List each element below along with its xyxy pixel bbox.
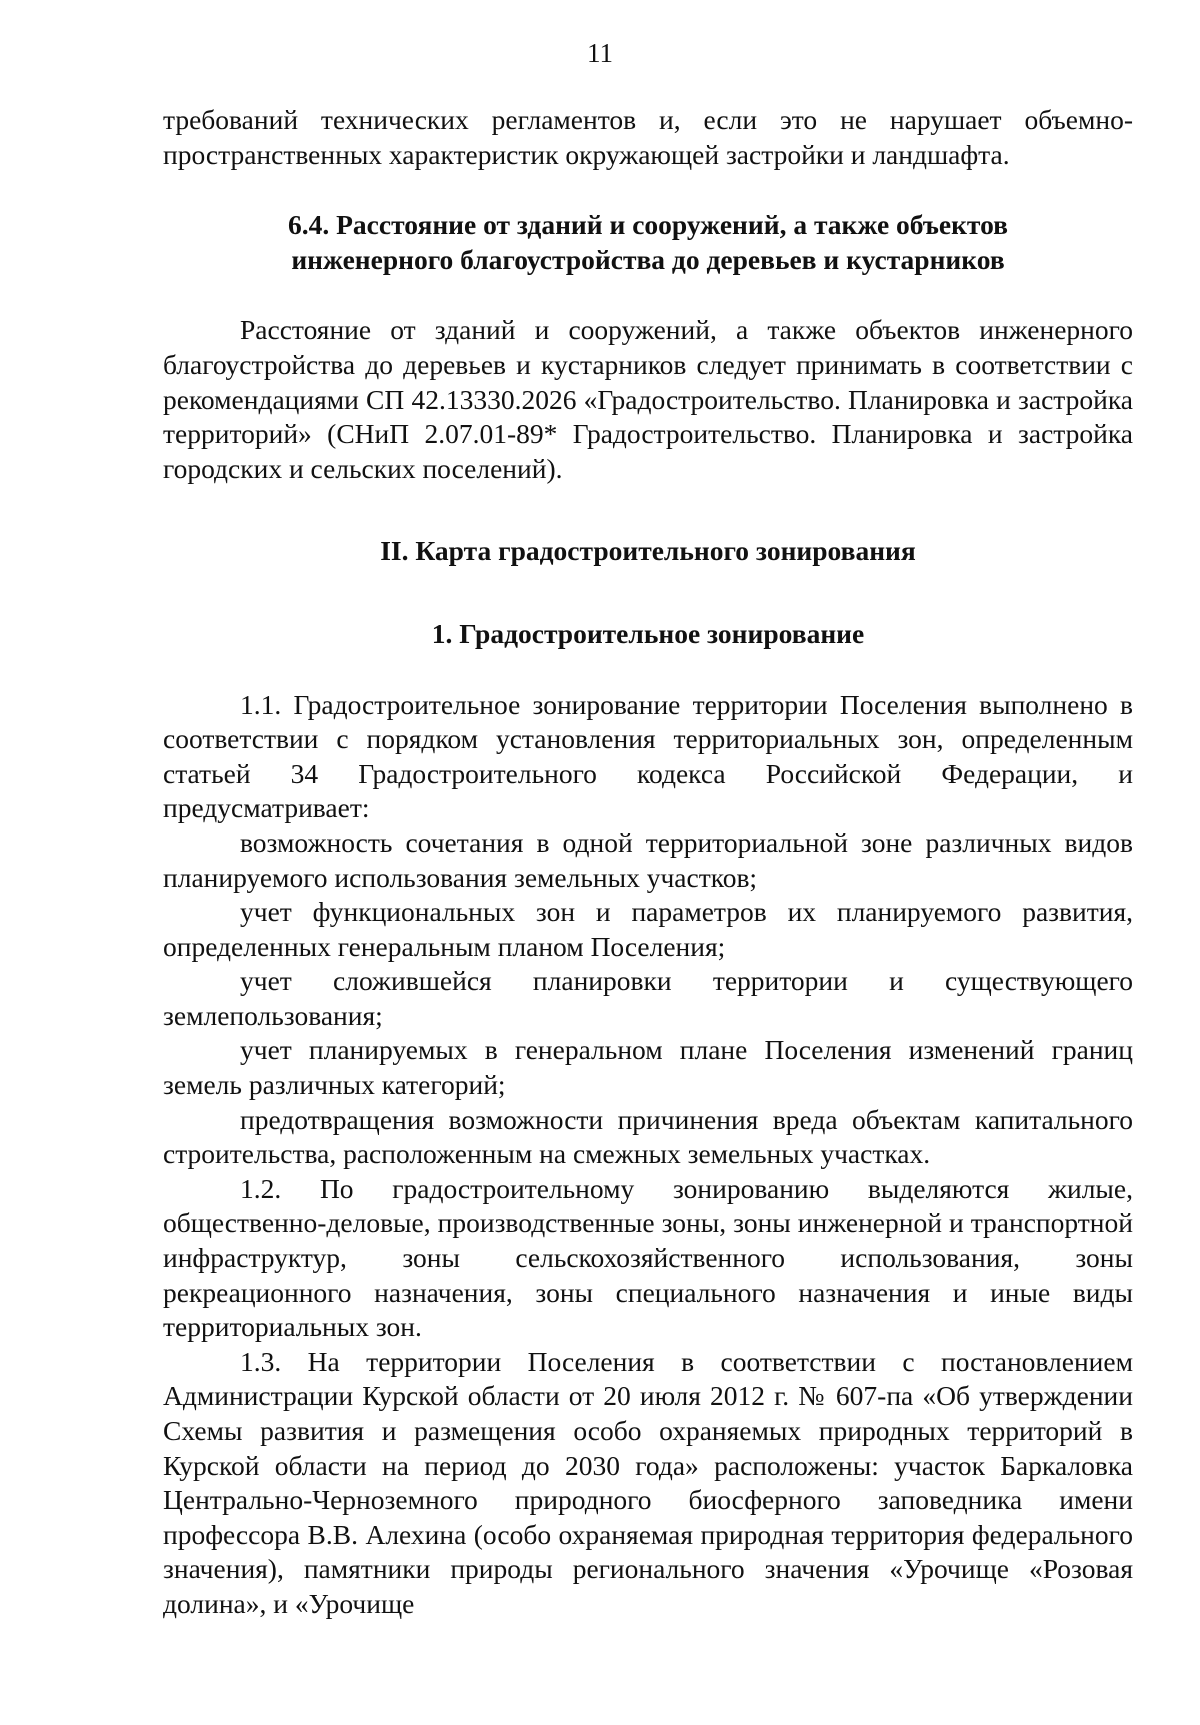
- list-item-harm-prevention: предотвращения возможности причинения вреда объектам капитального строительства, расположенным на смежных земельных участках.: [163, 1103, 1133, 1170]
- section-6-4-heading: [163, 208, 1133, 277]
- list-item-planned-changes: учет планируемых в генеральном плане Поселения изменений границ земель различных категорий;: [163, 1034, 1133, 1101]
- section-6-4-heading-line-2: инженерного благоустройства до деревьев и кустарников: [291, 243, 1005, 275]
- section-6-4-heading-line-1: 6.4. Расстояние от зданий и сооружений, а также объектов: [288, 209, 1008, 241]
- intro-continuation-paragraph: требований технических регламентов и, если это не нарушает объемно-пространственных характеристик окружающей застройки и ландшафта.: [163, 104, 1133, 170]
- page-number: 11: [587, 38, 613, 68]
- list-item-functional-zones: учет функциональных зон и параметров их планируемого развития, определенных генеральным планом Поселения;: [163, 896, 1133, 962]
- page-content: [163, 103, 1133, 1622]
- paragraph-1-3: 1.3. На территории Поселения в соответствии с постановлением Администрации Курской области от 20 июля 2012 г. № 607-па «Об утверждении Схемы развития и размещения особо охраняемых природных территорий в Курской области на период до 2030 года» расположены: участок Баркаловка Центрально-Черноземного природного биосферного заповедника имени профессора В.В. Алехина (особо охраняемая природная территория федерального значения), памятники природы регионального значения «Урочище «Розовая долина», и «Урочище: [163, 1345, 1133, 1619]
- paragraph-1-2: 1.2. По градостроительному зонированию выделяются жилые, общественно-деловые, производственные зоны, зоны инженерной и транспортной инфраструктур, зоны сельскохозяйственного использования, зоны рекреационного назначения, зоны специального назначения и иные виды территориальных зон.: [163, 1172, 1133, 1343]
- list-item-zone-combination: возможность сочетания в одной территориальной зоне различных видов планируемого использования земельных участков;: [163, 826, 1133, 893]
- paragraph-1-1: 1.1. Градостроительное зонирование территории Поселения выполнено в соответствии с порядком установления территориальных зон, определенным статьей 34 Градостроительного кодекса Российской Федерации, и предусматривает:: [163, 688, 1133, 824]
- list-item-existing-layout: учет сложившейся планировки территории и существующего землепользования;: [163, 965, 1133, 1031]
- section-1-heading: 1. Градостроительное зонирование: [431, 617, 865, 649]
- section-6-4-paragraph: Расстояние от зданий и сооружений, а также объектов инженерного благоустройства до деревьев и кустарников следует принимать в соответствии с рекомендациями СП 42.13330.2026 «Градостроительство. Планировка и застройка территорий» (СНиП 2.07.01-89* Градостроительство. Планировка и застройка городских и сельских поселений).: [163, 314, 1133, 484]
- part-2-heading: II. Карта градостроительного зонирования: [380, 535, 916, 567]
